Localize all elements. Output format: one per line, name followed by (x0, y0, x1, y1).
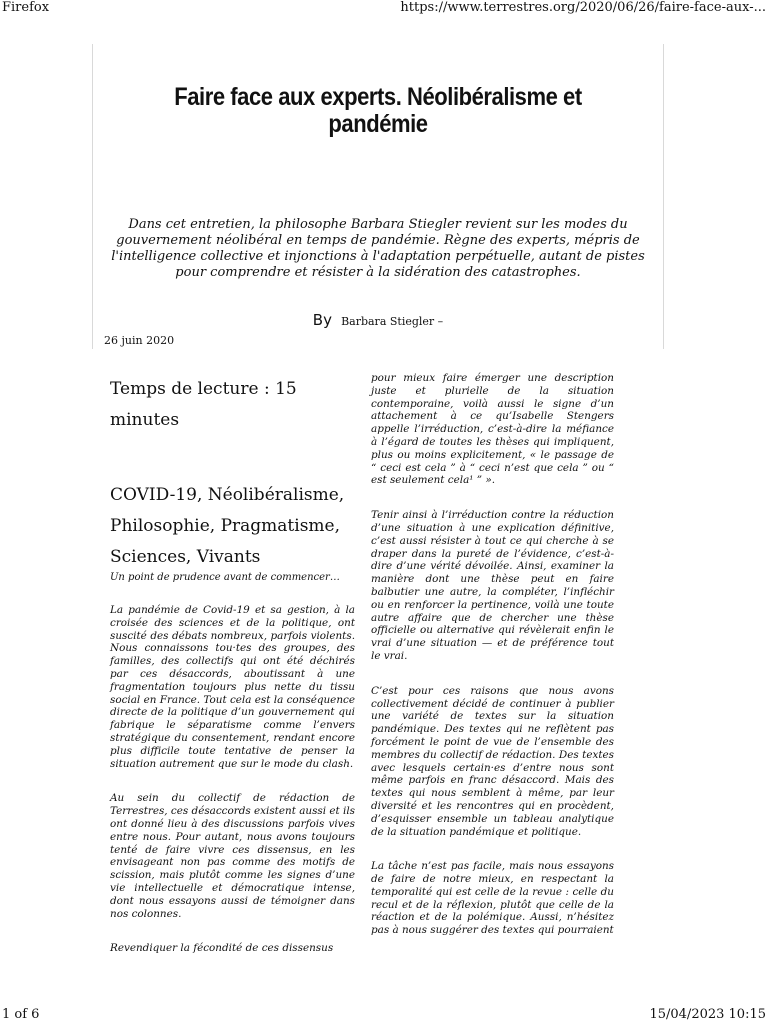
reading-time: Temps de lecture : 15 minutes (110, 379, 297, 430)
author-link[interactable]: Barbara Stiegler – (341, 315, 444, 328)
page-counter: 1 of 6 (2, 1007, 40, 1022)
paragraph: La pandémie de Covid-19 et sa gestion, à la croisée des sciences et de la politique, ont suscité des débats nombreux, parfois violents. Nous connaissons tou·tes des groupes, des familles, des collectifs qui ont été déchirés par ces désaccords, aboutissant à une fragmentation toujours plus nette du tissu social en France. Tout cela est la conséquence directe de la politique d’un gouvernement qui fabrique le séparatisme comme l’envers stratégique du consentement, rendant encore plus difficile toute tentative de penser la situation autrement que sur le mode du clash. (110, 604, 355, 770)
article-header (92, 44, 664, 349)
publish-date: 26 juin 2020 (104, 334, 175, 347)
article-title: Faire face aux experts. Néolibéralisme et pandémie (174, 83, 582, 138)
paragraph: La tâche n’est pas facile, mais nous essayons de faire de notre mieux, en respectant la temporalité qui est celle de la revue : celle du recul et de la réflexion, plutôt que celle de la réaction et de la polémique. Aussi, n’hésitez pas à nous suggérer des textes qui pourraient (371, 860, 614, 937)
byline (93, 310, 663, 329)
article-lede: Dans cet entretien, la philosophe Barbara Stiegler revient sur les modes du gouvernement néolibéral en temps de pandémie. Règne des experts, mépris de l'intelligence collective et injonctions à l'adaptation perpétuelle, autant de pistes pour comprendre et résister à la sidération des catastrophes. (111, 217, 645, 280)
paragraph: Tenir ainsi à l’irréduction contre la réduction d’une situation à une explication définitive, c’est aussi résister à tout ce qui cherche à se draper dans la pureté de l’évidence, c’est-à-dire d’une vérité dévoilée. Ainsi, examiner la manière dont une thèse peut en faire balbutier une autre, la compléter, l’infléchir ou en renforcer la pertinence, voilà une toute autre affaire que de chercher une thèse officielle ou alternative qui révèlerait enfin le vrai d’une situation — et de préférence tout le vrai. (371, 509, 614, 662)
by-label: By (312, 311, 332, 329)
print-datetime: 15/04/2023 10:15 (649, 1007, 766, 1022)
paragraph: Revendiquer la fécondité de ces dissensus (110, 942, 334, 955)
tag-list[interactable]: COVID-19, Néolibéralisme, Philosophie, Pragmatisme, Sciences, Vivants (110, 485, 345, 567)
paragraph: C’est pour ces raisons que nous avons collectivement décidé de continuer à publier une variété de textes sur la situation pandémique. Des textes qui ne reflètent pas forcément le point de vue de l’ensemble des membres du collectif de rédaction. Des textes avec lesquels certain·es d’entre nous sont même parfois en franc désaccord. Mais des textes qui nous semblent à même, par leur diversité et les rencontres qui en procèdent, d’esquisser ensemble un tableau analytique de la situation pandémique et politique. (371, 684, 614, 838)
page-url[interactable]: https://www.terrestres.org/2020/06/26/faire-face-aux-... (400, 0, 766, 15)
browser-name: Firefox (2, 0, 50, 15)
article-column-left (110, 374, 355, 955)
article-column-right (371, 372, 614, 937)
prudence-note: Un point de prudence avant de commencer… (110, 572, 340, 583)
paragraph: Au sein du collectif de rédaction de Terrestres, ces désaccords existent aussi et ils ont donné lieu à des discussions parfois vives entre nous. Pour autant, nous avons toujours tenté de faire vivre ces dissensus, en les envisageant non pas comme des motifs de scission, mais plutôt comme les signes d’une vie intellectuelle et démocratique intense, dont nous essayons aussi de témoigner dans nos colonnes. (110, 792, 355, 920)
paragraph: pour mieux faire émerger une description juste et plurielle de la situation contemporaine, voilà aussi le signe d’un attachement à ce qu’Isabelle Stengers appelle l’irréduction, c’est-à-dire la méfiance à l’égard de toutes les thèses qui impliquent, plus ou moins explicitement, « le passage de “ ceci est cela ” à “ ceci n’est que cela ” ou “ est seulement cela¹ ” ». (371, 372, 614, 487)
